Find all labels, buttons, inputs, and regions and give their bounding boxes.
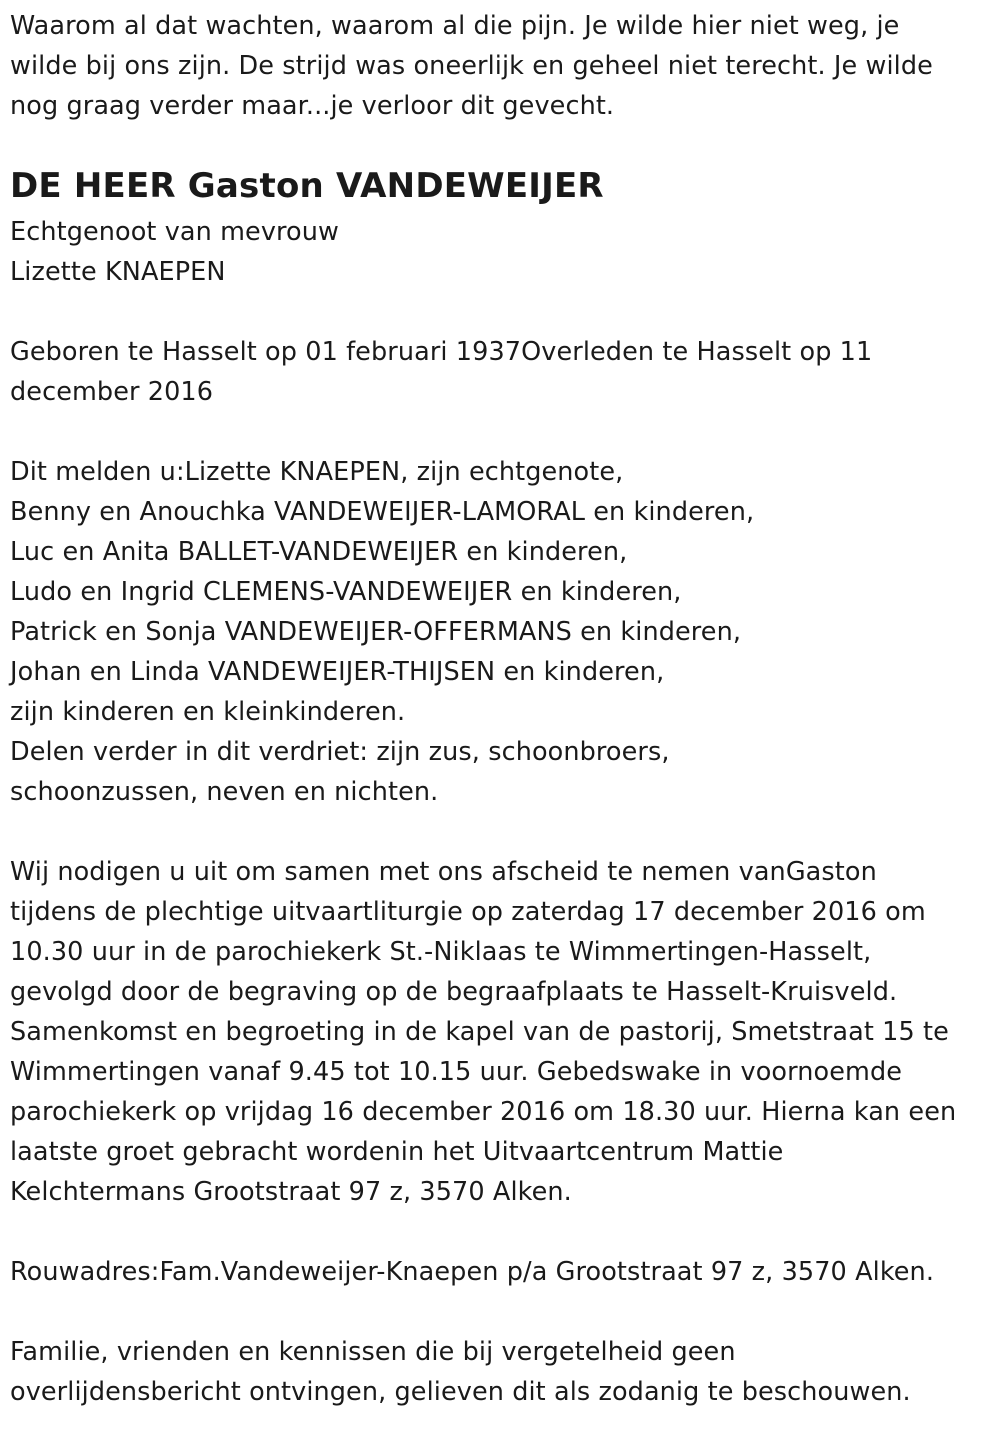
announcement-line: Dit melden u:Lizette KNAEPEN, zijn echtgenote, bbox=[10, 457, 624, 487]
invitation-line: Wij nodigen u uit om samen met ons afscheid te nemen vanGaston bbox=[10, 857, 877, 887]
mourning-address: Rouwadres:Fam.Vandeweijer-Knaepen p/a Grootstraat 97 z, 3570 Alken. bbox=[10, 1257, 935, 1287]
invitation-line: 10.30 uur in de parochiekerk St.-Niklaas te Wimmertingen-Hasselt, bbox=[10, 937, 872, 967]
announcement-line: Benny en Anouchka VANDEWEIJER-LAMORAL en kinderen, bbox=[10, 497, 755, 527]
invitation-line: gevolgd door de begraving op de begraafplaats te Hasselt-Kruisveld. bbox=[10, 977, 898, 1007]
invitation-line: laatste groet gebracht wordenin het Uitvaartcentrum Mattie bbox=[10, 1137, 784, 1167]
invitation-line: Wimmertingen vanaf 9.45 tot 10.15 uur. Gebedswake in voornoemde bbox=[10, 1057, 903, 1087]
invitation-line: tijdens de plechtige uitvaartliturgie op zaterdag 17 december 2016 om bbox=[10, 897, 926, 927]
spouse-info bbox=[10, 212, 990, 292]
announcement-line: Johan en Linda VANDEWEIJER-THIJSEN en kinderen, bbox=[10, 657, 665, 687]
poem-line: wilde bij ons zijn. De strijd was oneerlijk en geheel niet terecht. Je wilde bbox=[10, 51, 933, 81]
announcement-line: Luc en Anita BALLET-VANDEWEIJER en kinderen, bbox=[10, 537, 628, 567]
closing-line: overlijdensbericht ontvingen, gelieven dit als zodanig te beschouwen. bbox=[10, 1377, 911, 1407]
closing-line: Familie, vrienden en kennissen die bij vergetelheid geen bbox=[10, 1337, 736, 1367]
opening-poem bbox=[10, 6, 990, 126]
family-announcement bbox=[10, 452, 990, 812]
spouse-line: Lizette KNAEPEN bbox=[10, 257, 226, 287]
announcement-line: zijn kinderen en kleinkinderen. bbox=[10, 697, 406, 727]
closing-note bbox=[10, 1332, 990, 1412]
poem-line: nog graag verder maar...je verloor dit gevecht. bbox=[10, 91, 615, 121]
invitation-line: Samenkomst en begroeting in de kapel van de pastorij, Smetstraat 15 te bbox=[10, 1017, 949, 1047]
dates-line: Geboren te Hasselt op 01 februari 1937Overleden te Hasselt op 11 bbox=[10, 337, 873, 367]
birth-death-dates bbox=[10, 332, 990, 412]
deceased-title: DE HEER Gaston VANDEWEIJER bbox=[10, 166, 604, 206]
dates-line: december 2016 bbox=[10, 377, 214, 407]
announcement-line: Delen verder in dit verdriet: zijn zus, schoonbroers, bbox=[10, 737, 670, 767]
funeral-invitation bbox=[10, 852, 990, 1212]
announcement-line: Patrick en Sonja VANDEWEIJER-OFFERMANS en kinderen, bbox=[10, 617, 742, 647]
invitation-line: parochiekerk op vrijdag 16 december 2016 om 18.30 uur. Hierna kan een bbox=[10, 1097, 957, 1127]
spouse-line: Echtgenoot van mevrouw bbox=[10, 217, 339, 247]
invitation-line: Kelchtermans Grootstraat 97 z, 3570 Alken. bbox=[10, 1177, 572, 1207]
announcement-line: schoonzussen, neven en nichten. bbox=[10, 777, 439, 807]
poem-line: Waarom al dat wachten, waarom al die pijn. Je wilde hier niet weg, je bbox=[10, 11, 900, 41]
announcement-line: Ludo en Ingrid CLEMENS-VANDEWEIJER en kinderen, bbox=[10, 577, 682, 607]
